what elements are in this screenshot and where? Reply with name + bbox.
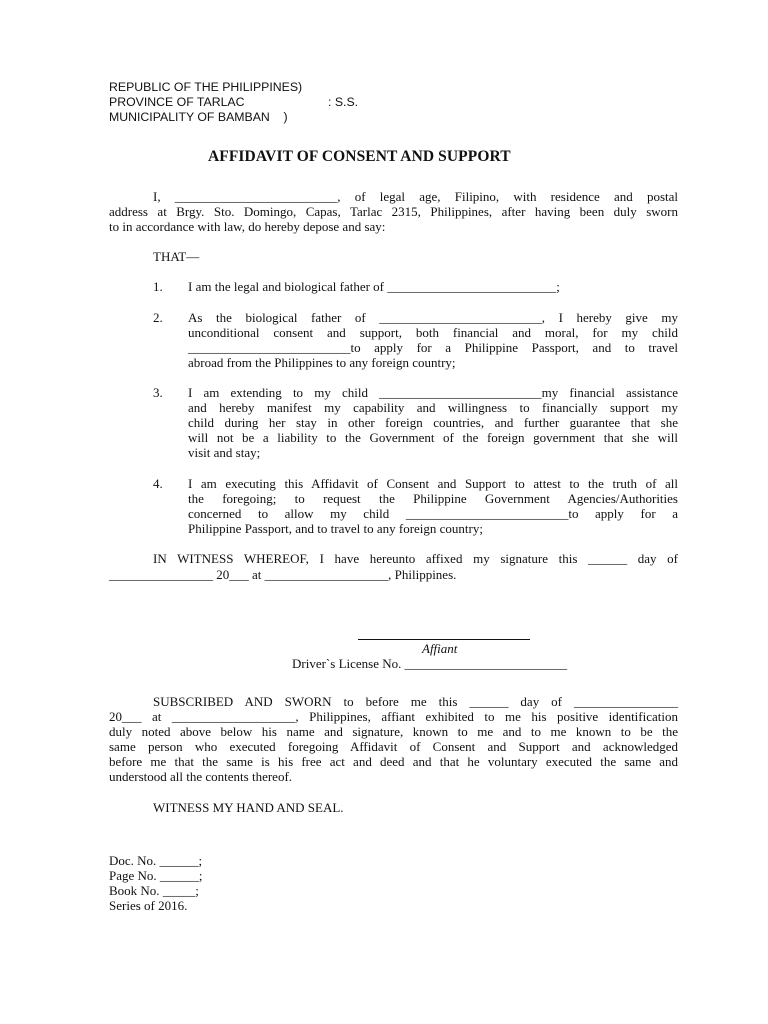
header-province: PROVINCE OF TARLAC — [109, 95, 245, 109]
subscribed-line: 20___ at ___________________, Philippines, affiant exhibited to me his positive identification — [109, 709, 678, 724]
item-number: 4. — [153, 476, 163, 491]
subscribed-line: same person who executed foregoing Affidavit of Consent and Support and acknowledged — [109, 739, 678, 754]
witness-line: ________________ 20___ at ___________________, Philippines. — [109, 567, 457, 582]
document-title: AFFIDAVIT OF CONSENT AND SUPPORT — [208, 148, 511, 165]
subscribed-line: before me that the same is his free act and deed and that he voluntary executed the same and — [109, 754, 678, 769]
header-republic: REPUBLIC OF THE PHILIPPINES) — [109, 80, 303, 94]
affiant-signature-line — [358, 639, 530, 640]
header-municipality: MUNICIPALITY OF BAMBAN ) — [109, 110, 288, 124]
item-line: I am executing this Affidavit of Consent and Support to attest to the truth of all — [188, 476, 678, 491]
seal-statement: WITNESS MY HAND AND SEAL. — [153, 800, 344, 815]
book-number: Book No. _____; — [109, 883, 199, 898]
item-line: visit and stay; — [188, 445, 261, 460]
subscribed-line: SUBSCRIBED AND SWORN to before me this ______ day of ________________ — [153, 694, 678, 709]
doc-number: Doc. No. ______; — [109, 853, 203, 868]
item-number: 3. — [153, 385, 163, 400]
item-line: the foregoing; to request the Philippine Government Agencies/Authorities — [188, 491, 678, 506]
item-line: concerned to allow my child _________________________to apply for a — [188, 506, 678, 521]
subscribed-line: understood all the contents thereof. — [109, 769, 293, 784]
item-line: child during her stay in other foreign countries, and further guarantee that she — [188, 415, 678, 430]
affiant-label: Affiant — [422, 641, 458, 656]
intro-line: I, _________________________, of legal age, Filipino, with residence and postal — [153, 189, 678, 204]
item-line: abroad from the Philippines to any foreign country; — [188, 355, 456, 370]
item-line: I am extending to my child _________________________my financial assistance — [188, 385, 678, 400]
drivers-license-line: Driver`s License No. _________________________ — [292, 656, 568, 671]
item-line: Philippine Passport, and to travel to any foreign country; — [188, 521, 483, 536]
item-number: 1. — [153, 279, 163, 294]
item-line: As the biological father of _________________________, I hereby give my — [188, 310, 678, 325]
header-ss: : S.S. — [328, 95, 359, 109]
witness-line: IN WITNESS WHEREOF, I have hereunto affixed my signature this ______ day of — [153, 551, 678, 566]
intro-line: address at Brgy. Sto. Domingo, Capas, Tarlac 2315, Philippines, after having been duly sworn — [109, 204, 678, 219]
item-line: I am the legal and biological father of __________________________; — [188, 279, 560, 294]
subscribed-line: duly noted above below his name and signature, known to me and to me known to be the — [109, 724, 678, 739]
item-line: _________________________to apply for a Philippine Passport, and to travel — [188, 340, 678, 355]
item-number: 2. — [153, 310, 163, 325]
item-line: and hereby manifest my capability and willingness to financially support my — [188, 400, 678, 415]
series-year: Series of 2016. — [109, 898, 188, 913]
intro-line: to in accordance with law, do hereby depose and say: — [109, 219, 386, 234]
item-line: unconditional consent and support, both financial and moral, for my child — [188, 325, 678, 340]
item-line: will not be a liability to the Government of the foreign government that she will — [188, 430, 678, 445]
that-label: THAT— — [153, 249, 200, 264]
page-number: Page No. ______; — [109, 868, 203, 883]
